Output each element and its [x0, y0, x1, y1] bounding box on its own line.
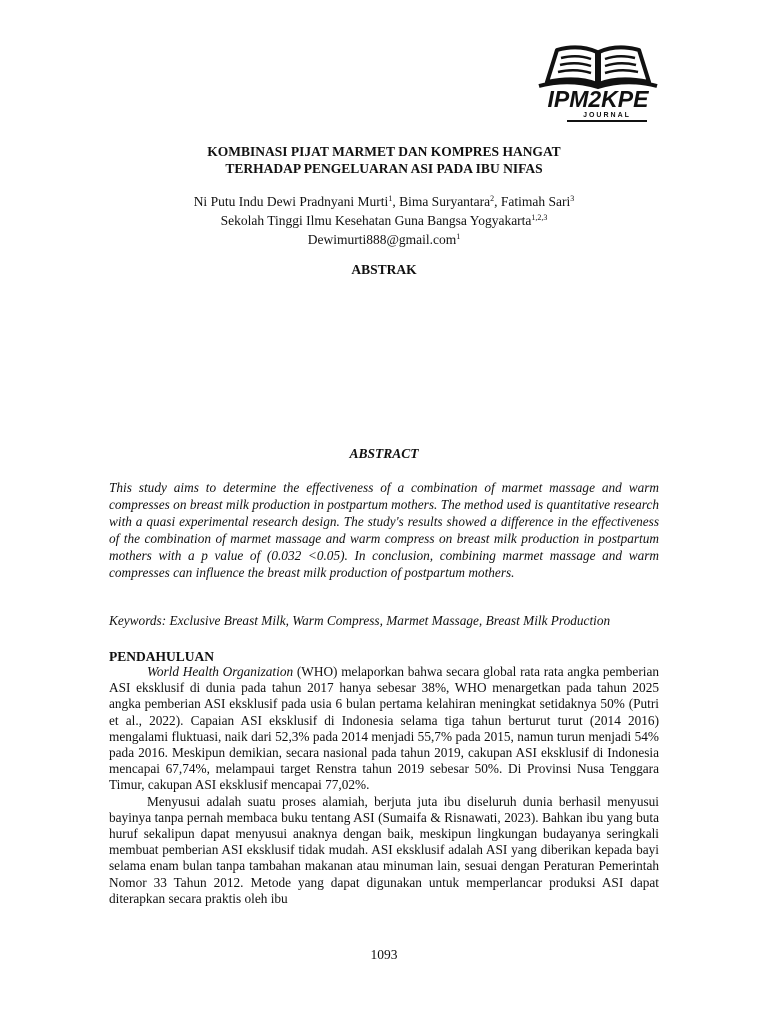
- author-1-sup: 1: [388, 194, 393, 203]
- abstrak-heading: ABSTRAK: [351, 262, 417, 277]
- email-line: [108, 230, 660, 249]
- paragraph-1: [109, 664, 659, 794]
- open-book-icon: [533, 40, 663, 90]
- who-italic: World Health Organization: [147, 664, 294, 679]
- author-line: [108, 192, 660, 211]
- journal-logo: [533, 40, 663, 128]
- paragraph-1-text: (WHO) melaporkan bahwa secara global rata rata angka pemberian ASI eksklusif di dunia pada tahun 2017 hanya sebesar 38%, WHO menargetkan pada tahun 2025 angka pemberian ASI eksklusif pada usia 6 bulan pertama kelahiran meningkat setidaknya 50% (Putri et al., 2022). Capaian ASI eksklusif di Indonesia selama tiga tahun berturut turut (2014 2016) mengalami fluktuasi, naik dari 52,3% pada 2014 menjadi 55,7% pada 2015, namun turun menjadi 54% pada 2016. Meskipun demikian, secara nasional pada tahun 2019, cakupan ASI eksklusif di Indonesia mencapai 67,74%, melampaui target Renstra tahun 2019 sebesar 50%. Di Provinsi Nusa Tenggara Timur, cakupan ASI eksklusif mencapai 77,02%.: [109, 664, 659, 793]
- author-sep: ,: [392, 194, 400, 209]
- abstract-heading: ABSTRACT: [349, 446, 419, 461]
- affiliation-sup: 1,2,3: [531, 213, 548, 222]
- title-line-1: KOMBINASI PIJAT MARMET DAN KOMPRES HANGAT: [207, 144, 561, 159]
- logo-subtitle: JOURNAL: [567, 111, 647, 122]
- author-3-sup: 3: [570, 194, 575, 203]
- author-2: Bima Suryantara: [399, 194, 491, 209]
- title-line-2: TERHADAP PENGELUARAN ASI PADA IBU NIFAS: [225, 161, 543, 176]
- author-1: Ni Putu Indu Dewi Pradnyani Murti: [193, 194, 389, 209]
- email-sup: 1: [456, 232, 461, 241]
- page-number: 1093: [370, 947, 398, 962]
- affiliation-line: [108, 211, 660, 230]
- author-2-sup: 2: [490, 194, 495, 203]
- author-block: [108, 192, 660, 249]
- abstract-text: This study aims to determine the effectiveness of a combination of marmet massage and warm compresses on breast milk production in postpartum mothers. The method used is quantitative research with a quasi experimental research design. The study's results showed a difference in the effectiveness of the combination of marmet massage and warm compress on breast milk production in postpartum mothers with a p value of (0.032 <0.05). In conclusion, combining marmet massage and warm compresses can influence the breast milk production of postpartum mothers.: [109, 480, 659, 580]
- keywords: Keywords: Exclusive Breast Milk, Warm Compress, Marmet Massage, Breast Milk Production: [109, 613, 611, 628]
- body-text: [109, 664, 659, 907]
- author-email: Dewimurti888@gmail.com: [307, 232, 457, 247]
- section-heading-pendahuluan: PENDAHULUAN: [109, 649, 215, 664]
- author-3: Fatimah Sari: [500, 194, 571, 209]
- paragraph-2: Menyusui adalah suatu proses alamiah, berjuta juta ibu diseluruh dunia berhasil menyusui bayinya tanpa pernah membaca buku tentang ASI (Sumaifa & Risnawati, 2023). Bahkan ibu yang buta huruf sekalipun dapat menyusui anaknya dengan baik, meskipun lingkungan budayanya seringkali membuat pemberian ASI eksklusif tidak mudah. ASI eksklusif adalah ASI yang diberikan kepada bayi selama enam bulan tanpa tambahan makanan atau minuman lain, sesuai dengan Peraturan Pemerintah Nomor 33 Tahun 2012. Metode yang dapat digunakan untuk memperlancar produksi ASI dapat diterapkan secara praktis oleh ibu: [109, 793, 659, 906]
- author-sep: ,: [494, 194, 501, 209]
- logo-name: IPM2KPE: [547, 86, 649, 112]
- paper-title: [108, 143, 660, 177]
- affiliation: Sekolah Tinggi Ilmu Kesehatan Guna Bangsa Yogyakarta: [220, 213, 532, 228]
